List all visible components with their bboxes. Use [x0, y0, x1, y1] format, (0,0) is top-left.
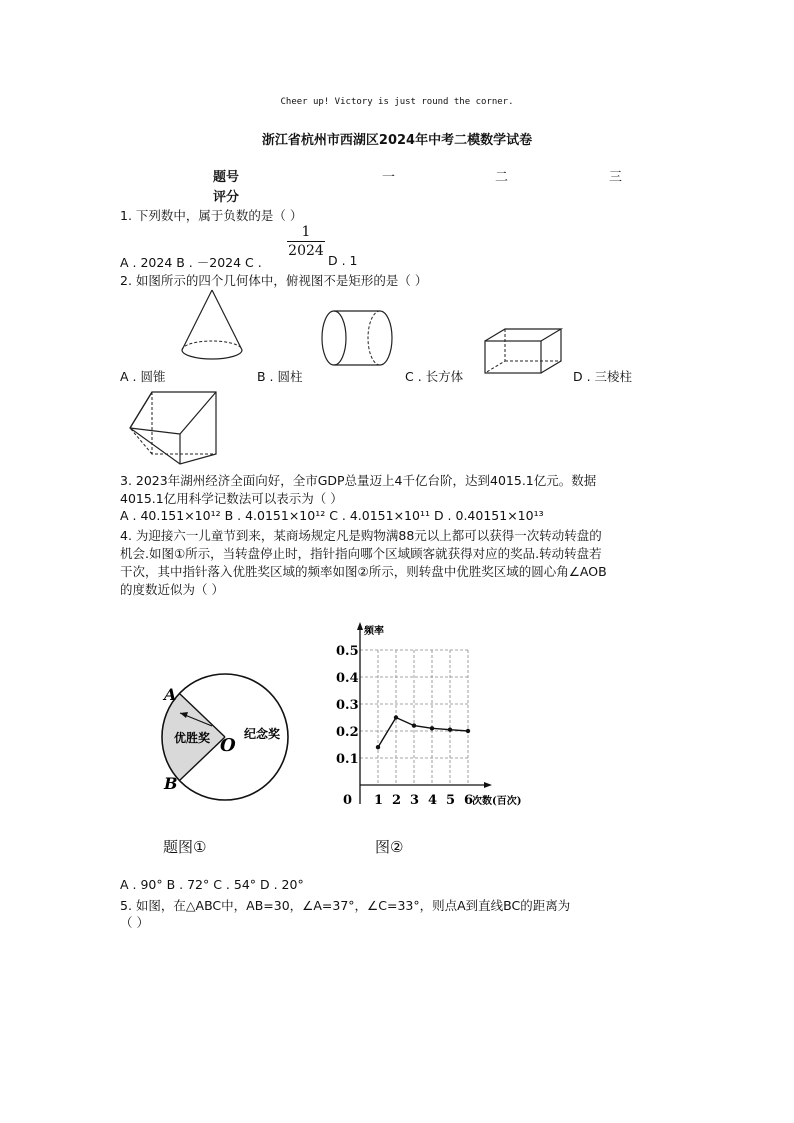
- q2-stem: 2. 如图所示的四个几何体中，俯视图不是矩形的是（ ）: [120, 273, 428, 288]
- figure2-caption: 图②: [375, 838, 404, 856]
- q1-fraction-bar: [287, 241, 325, 242]
- chart-origin-label: 0: [343, 793, 353, 808]
- chart-x-tick-label: 3: [410, 793, 420, 808]
- chart-data-point: [412, 723, 416, 727]
- q4-line4: 的度数近似为（ ）: [120, 582, 224, 597]
- chart-ylabel: 频率: [364, 626, 384, 637]
- header-motto: Cheer up! Victory is just round the corner.: [280, 97, 514, 107]
- q3-line2: 4015.1亿用科学记数法可以表示为（ ）: [120, 491, 343, 506]
- q2-option-b: B . 圆柱: [257, 369, 303, 384]
- score-col-2: 二: [495, 170, 509, 185]
- chart-y-tick-label: 0.1: [336, 752, 359, 767]
- q2-option-d: D . 三棱柱: [573, 369, 633, 384]
- chart-data-point: [394, 715, 398, 719]
- spinner-figure: [160, 668, 310, 798]
- spinner-label-o: O: [220, 735, 236, 756]
- winner-sector-label: 优胜奖: [174, 731, 211, 745]
- q1-fraction-numerator: 1: [301, 224, 311, 240]
- figure1-caption: 题图①: [163, 838, 207, 856]
- score-col-1: 一: [382, 170, 396, 185]
- q5-line1: 5. 如图，在△ABC中，AB=30，∠A=37°，∠C=33°，则点A到直线BC的距离为: [120, 898, 571, 913]
- chart-series-line: [378, 718, 468, 748]
- q4-options: A . 90° B . 72° C . 54° D . 20°: [120, 877, 304, 892]
- chart-xlabel: 次数(百次): [472, 796, 522, 807]
- q2-option-c: C . 长方体: [405, 369, 464, 384]
- chart-x-tick-label: 1: [374, 793, 384, 808]
- q4-line2: 机会.如图①所示，当转盘停止时，指针指向哪个区域顾客就获得对应的奖品.转动转盘若: [120, 546, 602, 561]
- score-row2-label: 评分: [213, 190, 240, 205]
- triangular-prism-figure: [128, 388, 218, 468]
- spinner-label-b: B: [164, 774, 178, 793]
- q1-fraction-denominator: 2024: [288, 243, 324, 259]
- chart-x-tick-label: 2: [392, 793, 402, 808]
- q1-options-ac: A . 2024 B . －2024 C .: [120, 255, 262, 270]
- memorial-sector-label: 纪念奖: [244, 727, 281, 741]
- chart-x-tick-label: 5: [446, 793, 456, 808]
- q3-options: A . 40.151×10¹² B . 4.0151×10¹² C . 4.0151×10¹¹ D . 0.40151×10¹³: [120, 508, 544, 523]
- chart-x-tick-label: 6: [464, 793, 474, 808]
- q3-line1: 3. 2023年湖州经济全面向好，全市GDP总量迈上4千亿台阶，达到4015.1亿元。数据: [120, 473, 597, 488]
- chart-data-point: [448, 727, 452, 731]
- chart-data-point: [376, 745, 380, 749]
- q5-line2: （ ）: [120, 915, 149, 930]
- cylinder-figure: [320, 308, 396, 370]
- chart-y-tick-label: 0.3: [336, 698, 359, 713]
- q4-line1: 4. 为迎接六一儿童节到来，某商场规定凡是购物满88元以上都可以获得一次转动转盘的: [120, 528, 602, 543]
- q1-option-d: D . 1: [328, 253, 358, 268]
- frequency-chart: [330, 618, 530, 818]
- chart-data-point: [466, 729, 470, 733]
- q1-stem: 1. 下列数中，属于负数的是（ ）: [120, 208, 303, 223]
- page-title: 浙江省杭州市西湖区2024年中考二模数学试卷: [261, 133, 533, 148]
- chart-y-tick-label: 0.4: [336, 671, 359, 686]
- q2-option-a: A . 圆锥: [120, 369, 166, 384]
- cuboid-figure: [483, 327, 563, 377]
- chart-y-tick-label: 0.5: [336, 644, 359, 659]
- score-col-3: 三: [609, 170, 623, 185]
- chart-x-tick-label: 4: [428, 793, 438, 808]
- chart-data-point: [430, 726, 434, 730]
- score-row-label: 题号: [213, 170, 240, 185]
- q4-line3: 干次，其中指针落入优胜奖区域的频率如图②所示，则转盘中优胜奖区域的圆心角∠AOB: [120, 564, 607, 579]
- q1-fraction: [287, 224, 325, 259]
- cone-figure: [178, 288, 248, 374]
- spinner-label-a: A: [164, 685, 177, 704]
- chart-y-tick-label: 0.2: [336, 725, 359, 740]
